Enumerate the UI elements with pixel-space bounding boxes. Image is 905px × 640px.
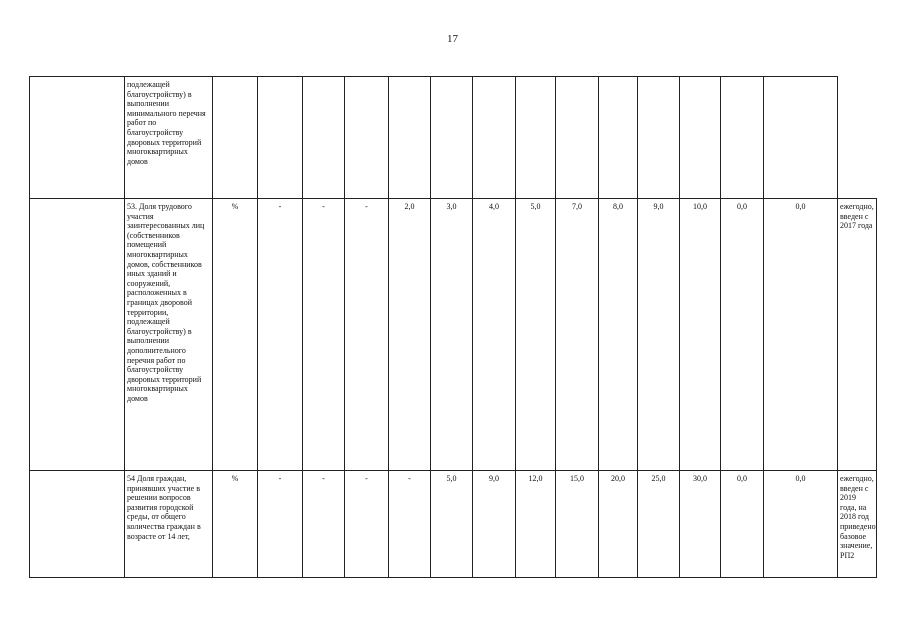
- page-number: 17: [447, 33, 458, 45]
- table-row: [30, 471, 877, 578]
- value-cell: [258, 77, 303, 199]
- table-cell: [30, 199, 125, 471]
- value-cell: 7,0: [556, 199, 599, 471]
- value-cell: [599, 77, 638, 199]
- note-cell: ежегодно, введен с 2019 года, на 2018 год приведено базовое значение, РП2: [838, 471, 877, 578]
- value-cell: 5,0: [516, 199, 556, 471]
- indicators-table: [29, 76, 877, 578]
- table-cell: [30, 471, 125, 578]
- table-cell: [30, 77, 125, 199]
- unit-cell: [213, 77, 258, 199]
- indicator-description: 53. Доля трудового участия заинтересованных лиц (собственников помещений многоквартирных домов, собственников иных зданий и сооружений, расположенных в границах дворовой территории, подлежащей благоустройству) в выполнении дополнительного перечня работ по благоустройству дворовых территорий многоквартирных домов: [125, 199, 213, 471]
- value-cell: -: [345, 199, 389, 471]
- unit-cell: %: [213, 471, 258, 578]
- indicator-description: 54 Доля граждан, принявших участие в решении вопросов развития городской среды, от общего количества граждан в возрасте от 14 лет,: [125, 471, 213, 578]
- value-cell: [303, 77, 345, 199]
- value-cell: [638, 77, 680, 199]
- note-cell: ежегодно, введен с 2017 года: [838, 199, 877, 471]
- value-cell: [721, 77, 764, 199]
- value-cell: 8,0: [599, 199, 638, 471]
- value-cell: 20,0: [599, 471, 638, 578]
- value-cell: [473, 77, 516, 199]
- value-cell: 30,0: [680, 471, 721, 578]
- value-cell: 4,0: [473, 199, 516, 471]
- value-cell: -: [258, 471, 303, 578]
- value-cell: -: [303, 471, 345, 578]
- value-cell: 3,0: [431, 199, 473, 471]
- value-cell: 0,0: [764, 199, 838, 471]
- value-cell: 0,0: [721, 199, 764, 471]
- unit-cell: %: [213, 199, 258, 471]
- value-cell: -: [303, 199, 345, 471]
- table-row: [30, 77, 877, 199]
- value-cell: [680, 77, 721, 199]
- value-cell: 5,0: [431, 471, 473, 578]
- value-cell: [516, 77, 556, 199]
- table-row: [30, 199, 877, 471]
- value-cell: 9,0: [473, 471, 516, 578]
- value-cell: 15,0: [556, 471, 599, 578]
- value-cell: -: [345, 471, 389, 578]
- value-cell: [345, 77, 389, 199]
- value-cell: -: [258, 199, 303, 471]
- indicator-description: подлежащей благоустройству) в выполнении минимального перечня работ по благоустройству дворовых территорий многоквартирных домов: [125, 77, 213, 199]
- value-cell: [556, 77, 599, 199]
- value-cell: 2,0: [389, 199, 431, 471]
- value-cell: [431, 77, 473, 199]
- note-cell: [764, 77, 838, 199]
- value-cell: 9,0: [638, 199, 680, 471]
- value-cell: -: [389, 471, 431, 578]
- value-cell: 12,0: [516, 471, 556, 578]
- value-cell: [389, 77, 431, 199]
- value-cell: 25,0: [638, 471, 680, 578]
- value-cell: 0,0: [721, 471, 764, 578]
- value-cell: 10,0: [680, 199, 721, 471]
- value-cell: 0,0: [764, 471, 838, 578]
